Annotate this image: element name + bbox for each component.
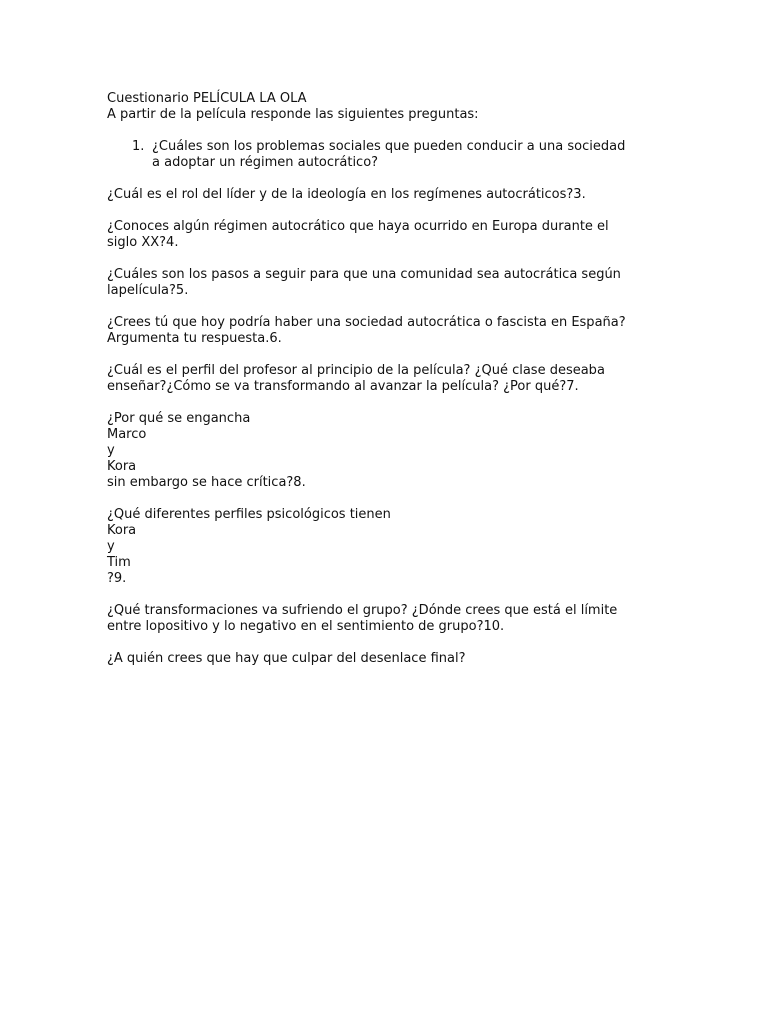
question-1-line-1: ¿Cuáles son los problemas sociales que pueden conducir a una sociedad	[152, 139, 626, 154]
question-paragraph-5	[107, 315, 667, 347]
paragraph-line: ¿A quién crees que hay que culpar del desenlace final?	[107, 651, 466, 666]
paragraph-line: ¿Qué diferentes perfiles psicológicos tienen	[107, 507, 391, 522]
paragraph-line: siglo XX?4.	[107, 235, 179, 250]
paragraph-line: enseñar?¿Cómo se va transformando al avanzar la película? ¿Por qué?7.	[107, 379, 579, 394]
paragraph-line: y	[107, 443, 115, 458]
paragraph-line: y	[107, 539, 115, 554]
question-list	[107, 139, 667, 171]
paragraph-line: ¿Cuáles son los pasos a seguir para que una comunidad sea autocrática según	[107, 267, 621, 282]
question-paragraph-8	[107, 507, 667, 587]
paragraph-line: ¿Crees tú que hoy podría haber una sociedad autocrática o fascista en España?	[107, 315, 626, 330]
list-item-number: 1.	[132, 139, 145, 154]
question-paragraph-6	[107, 363, 667, 395]
question-1-line-2: a adoptar un régimen autocrático?	[152, 155, 379, 170]
question-paragraph-10	[107, 651, 667, 667]
question-paragraph-4	[107, 267, 667, 299]
paragraph-line: lapelícula?5.	[107, 283, 189, 298]
paragraph-line: ¿Por qué se engancha	[107, 411, 251, 426]
paragraph-line: Marco	[107, 427, 147, 442]
document-intro: A partir de la película responde las siguientes preguntas:	[107, 107, 479, 122]
question-paragraph-3	[107, 219, 667, 251]
question-paragraph-9	[107, 603, 667, 635]
question-paragraph-2	[107, 187, 667, 203]
paragraph-line: ¿Qué transformaciones va sufriendo el grupo? ¿Dónde crees que está el límite	[107, 603, 618, 618]
paragraph-line: entre lopositivo y lo negativo en el sentimiento de grupo?10.	[107, 619, 505, 634]
paragraph-line: ¿Cuál es el rol del líder y de la ideología en los regímenes autocráticos?3.	[107, 187, 586, 202]
paragraph-line: ¿Conoces algún régimen autocrático que haya ocurrido en Europa durante el	[107, 219, 609, 234]
question-paragraph-7	[107, 411, 667, 491]
document-page	[107, 91, 667, 667]
paragraph-line: ¿Cuál es el perfil del profesor al principio de la película? ¿Qué clase deseaba	[107, 363, 605, 378]
paragraph-line: Tim	[107, 555, 131, 570]
paragraph-line: Kora	[107, 523, 137, 538]
paragraph-line: Kora	[107, 459, 137, 474]
paragraph-line: sin embargo se hace crítica?8.	[107, 475, 306, 490]
paragraph-line: Argumenta tu respuesta.6.	[107, 331, 282, 346]
document-title: Cuestionario PELÍCULA LA OLA	[107, 91, 307, 106]
question-1	[152, 139, 667, 171]
paragraph-line: ?9.	[107, 571, 127, 586]
